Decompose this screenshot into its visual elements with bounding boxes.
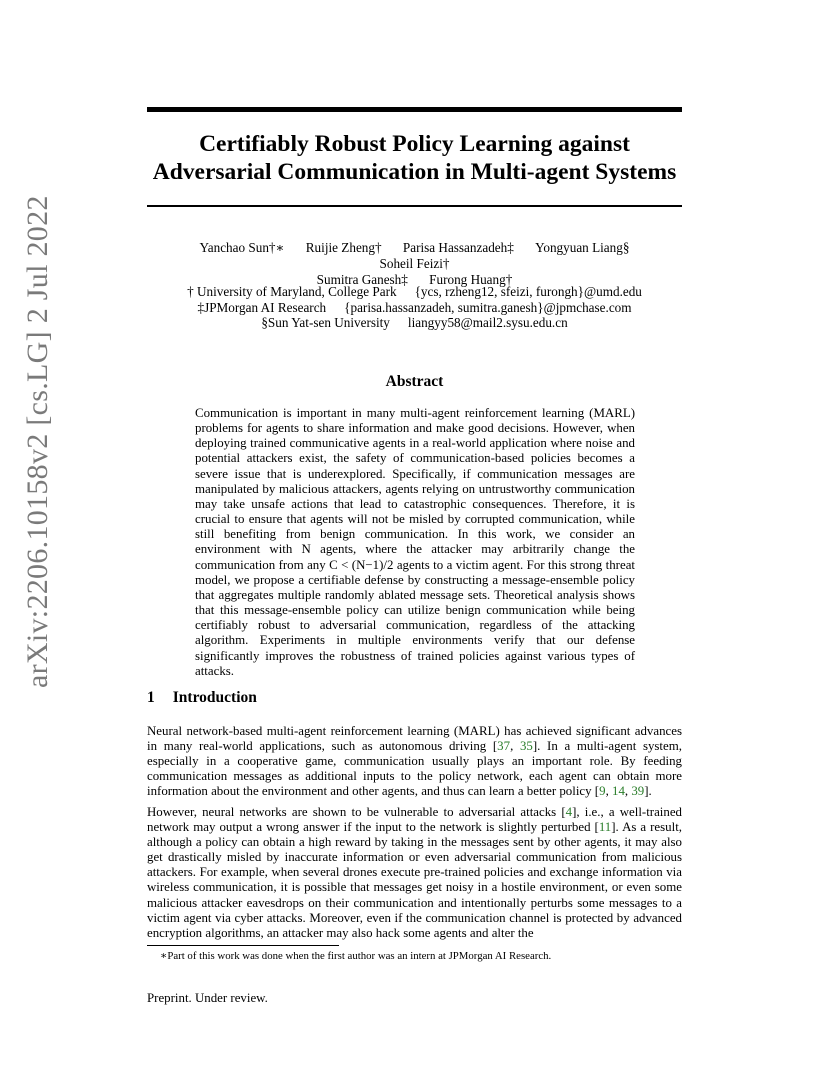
section-number: 1 <box>147 689 155 706</box>
paragraph <box>147 724 682 799</box>
affiliations <box>147 284 682 331</box>
paper-title <box>147 130 682 186</box>
text-run: Neural network-based multi-agent reinforcement learning (MARL) has achieved significant advances in many real-world applications, such as autonomous driving [ <box>147 724 682 754</box>
affiliation-name: §Sun Yat-sen University <box>261 315 390 330</box>
author-name: Furong Huang† <box>429 272 513 287</box>
author-name: Ruijie Zheng† <box>305 240 382 255</box>
citation-link[interactable]: 9 <box>599 784 606 799</box>
text-run: ]. <box>644 784 652 799</box>
citation-link[interactable]: 14 <box>612 784 625 799</box>
author-name: Sumitra Ganesh‡ <box>316 272 408 287</box>
affiliation-line <box>147 315 682 331</box>
affiliation-email: liangyy58@mail2.sysu.edu.cn <box>407 315 568 330</box>
text-run: ]. In a multi-agent system, especially in a cooperative game, communication usually plays an important role. By feeding communication messages as additional inputs to the policy network, each agent can obtain more information about the environment and other agents, and thus can learn a better policy [ <box>147 739 682 799</box>
citation-link[interactable]: 4 <box>565 805 573 820</box>
paragraph <box>147 805 682 940</box>
text-run: ], i.e., a well-trained network may output a wrong answer if the input to the network is slightly perturbed [ <box>147 805 682 835</box>
section-heading <box>147 689 257 707</box>
arxiv-identifier: arXiv:2206.10158v2 [cs.LG] 2 Jul 2022 <box>21 195 54 688</box>
title-bottom-rule <box>147 205 682 207</box>
text-run: , <box>605 784 613 799</box>
text-run: ]. As a result, although a policy can obtain a high reward by taking in the messages sent by other agents, it may also get drastically misled by inaccurate information or even adversarial communication from malicious attackers. For example, when several drones execute pre-trained policies and exchange information via wireless communication, it is possible that messages get noisy in a hostile environment, or even some malicious attacker eavesdrops on their communication and intentionally perturbs some messages to a victim agent via cyber attacks. Moreover, even if the communication channel is protected by advanced encryption algorithms, an attacker may also hack some agents and alter the <box>147 820 682 940</box>
citation-link[interactable]: 11 <box>598 820 612 835</box>
title-top-rule <box>147 107 682 112</box>
preprint-note: Preprint. Under review. <box>147 991 268 1005</box>
footnote: ∗Part of this work was done when the first author was an intern at JPMorgan AI Research. <box>160 950 552 962</box>
citation-link[interactable]: 35 <box>519 739 533 754</box>
introduction-body <box>147 724 682 947</box>
text-run: However, neural networks are shown to be vulnerable to adversarial attacks [ <box>147 805 566 820</box>
text-run: , <box>624 784 632 799</box>
section-title: Introduction <box>172 689 257 706</box>
author-list <box>147 240 682 288</box>
title-line-1: Certifiably Robust Policy Learning against <box>199 131 630 157</box>
text-run: , <box>510 739 520 754</box>
abstract-text: Communication is important in many multi-agent reinforcement learning (MARL) problems for agents to share information and make good decisions. However, when deploying trained communicative agents in a real-world application where noise and potential attackers exist, the safety of communication-based policies becomes a severe issue that is underexplored. Specifically, if communication messages are manipulated by malicious attackers, agents relying on untrustworthy communication may take unsafe actions that lead to catastrophic consequences. Therefore, it is crucial to ensure that agents will not be misled by corrupted communication, while still benefiting from benign communication. In this work, we consider an environment with N agents, where the attacker may arbitrarily change the communication from any C < (N−1)/2 agents to a victim agent. For this strong threat model, we propose a certifiable defense by constructing a message-ensemble policy that aggregates multiple randomly ablated message sets. Theoretical analysis shows that this message-ensemble policy can utilize benign communication while being certifiably robust to adversarial communication, regardless of the attacking algorithm. Experiments in multiple environments verify that our defense significantly improves the robustness of trained policies against various types of attacks. <box>195 406 635 678</box>
affiliation-name: ‡JPMorgan AI Research <box>197 299 327 315</box>
citation-link[interactable]: 39 <box>631 784 645 799</box>
citation-link[interactable]: 37 <box>497 739 511 754</box>
author-name: Parisa Hassanzadeh‡ <box>402 240 514 255</box>
author-name: Yongyuan Liang§ <box>535 240 630 255</box>
author-name: Soheil Feizi† <box>379 256 450 271</box>
title-line-2: Adversarial Communication in Multi-agent Systems <box>152 159 677 185</box>
author-name: Yanchao Sun†∗ <box>199 240 285 255</box>
affiliation-name: † University of Maryland, College Park <box>187 284 397 299</box>
abstract-heading: Abstract <box>385 373 444 390</box>
affiliation-email: {ycs, rzheng12, sfeizi, furongh}@umd.edu <box>414 284 642 299</box>
affiliation-line <box>147 284 682 300</box>
footnote-rule <box>147 945 339 946</box>
affiliation-line <box>147 300 682 316</box>
author-row-1 <box>147 240 682 272</box>
affiliation-email: {parisa.hassanzadeh, sumitra.ganesh}@jpmchase.com <box>344 299 632 315</box>
